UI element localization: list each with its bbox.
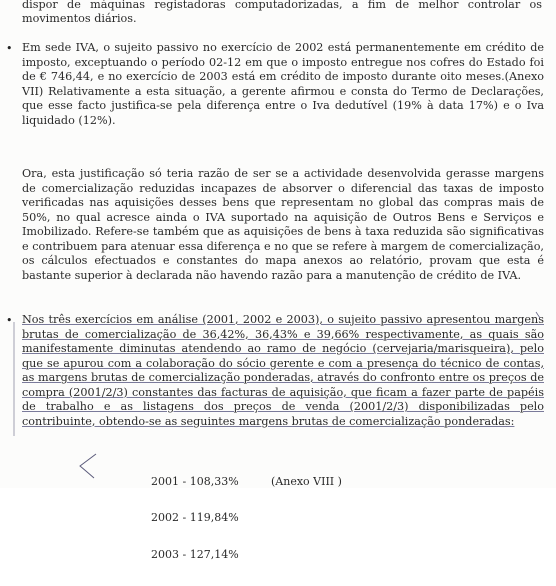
- bullet-iva: •: [6, 42, 13, 55]
- weighted-margin-2001: 2001 - 108,33%: [151, 474, 239, 488]
- annex-viii-reference: (Anexo VIII ): [271, 475, 342, 488]
- bullet-margins: •: [6, 314, 13, 327]
- intro-line-1: dispor de máquinas registadoras computadorizadas, a fim de melhor controlar os: [22, 0, 542, 11]
- weighted-margin-2002: 2002 - 119,84%: [151, 511, 239, 525]
- weighted-margin-2003: 2003 - 127,14%: [151, 548, 239, 562]
- intro-line-2: movimentos diários.: [22, 12, 137, 25]
- paragraph-margins: Nos três exercícios em análise (2001, 2002 e 2003), o sujeito passivo apresentou margens brutas de comercialização de 36,42%, 36,43% e 39,66% respectivamente, as quais são manifestamente diminutas atendendo ao ramo de negócio (cervejaria/marisqueira), pelo que se apurou com a colaboração do sócio gerente e com a presença do técnico de contas, as margens brutas de comercialização ponderadas, através do confronto entre os preços de compra (2001/2/3) constantes das facturas de aquisição, que ficam a fazer parte de papéis de trabalho e as listagens dos preços de venda (2001/2/3) disponibilizadas pelo contribuinte, obtendo-se as seguintes margens brutas de comercialização ponderadas:: [22, 313, 544, 428]
- weighted-margins-list: [151, 451, 239, 586]
- pen-bracket-mark: [80, 454, 96, 478]
- paragraph-iva: Em sede IVA, o sujeito passivo no exercício de 2002 está permanentemente em crédito de imposto, exceptuando o período 02-12 em que o imposto entregue nos cofres do Estado foi de € 746,44, e no exercício de 2003 está em crédito de imposto durante oito meses.(Anexo VII) Relativamente a esta situação, a gerente afirmou e consta do Termo de Declarações, que esse facto justifica-se pela diferença entre o Iva dedutível (19% à data 17%) e o Iva liquidado (12%).: [22, 41, 544, 127]
- paragraph-justification: Ora, esta justificação só teria razão de ser se a actividade desenvolvida gerasse margens de comercialização reduzidas incapazes de absorver o diferencial das taxas de imposto verificadas nas aquisições desses bens que representam no global das compras mais de 50%, no qual acresce ainda o IVA suportado na aquisição de Outros Bens e Serviços e Imobilizado. Refere-se também que as aquisições de bens à taxa reduzida são significativas e contribuem para atenuar essa diferença e no que se refere à margem de comercialização, os cálculos efectuados e constantes do mapa anexos ao relatório, provam que esta é bastante superior à declarada não havendo razão para a manutenção de crédito de IVA.: [22, 167, 544, 282]
